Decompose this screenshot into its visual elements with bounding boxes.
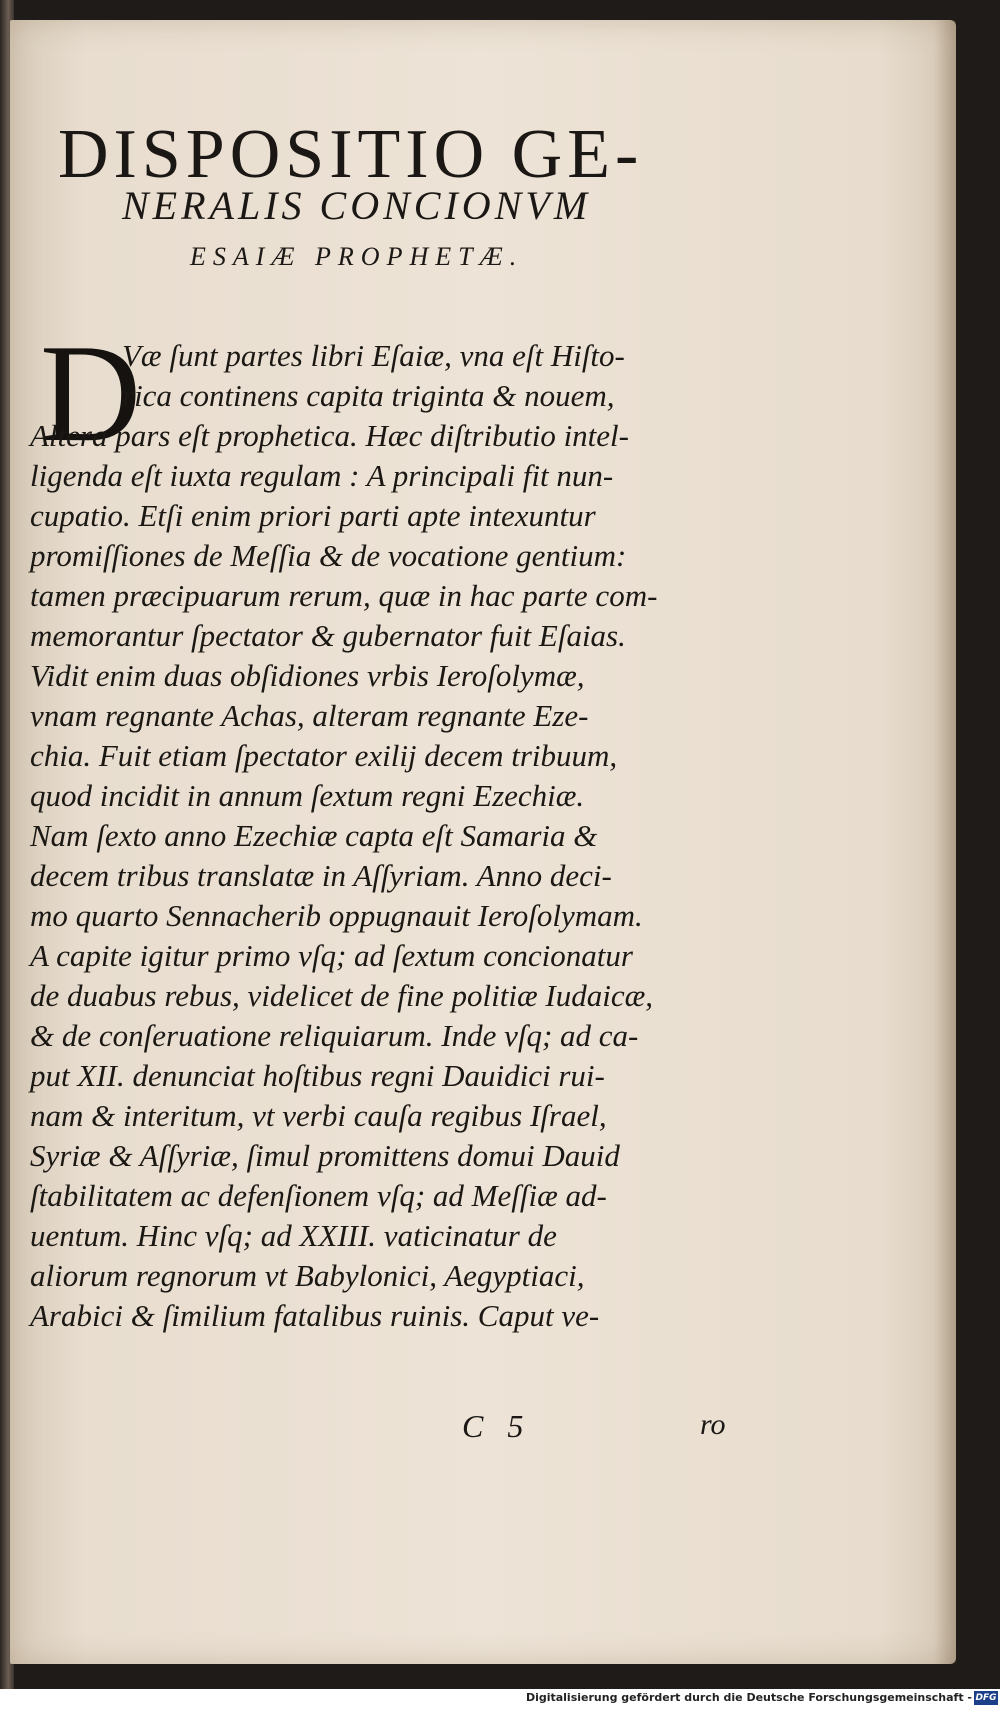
body-line: Vidit enim duas obſidiones vrbis Ieroſolymæ, — [30, 658, 585, 693]
body-line: aliorum regnorum vt Babylonici, Aegyptiaci, — [30, 1258, 585, 1293]
drop-capital: D — [40, 316, 142, 471]
body-line: uentum. Hinc vſq; ad XXIII. vaticinatur de — [30, 1218, 557, 1253]
body-line: mo quarto Sennacherib oppugnauit Ieroſolymam. — [30, 898, 643, 933]
body-line: promiſſiones de Meſſia & de vocatione gentium: — [30, 538, 627, 573]
body-line: Syriæ & Aſſyriæ, ſimul promittens domui Dauid — [30, 1138, 620, 1173]
body-line: decem tribus translatæ in Aſſyriam. Anno deci- — [30, 858, 612, 893]
body-line: tamen præcipuarum rerum, quæ in hac parte com- — [30, 578, 658, 613]
body-line: Altera pars eſt prophetica. Hæc diſtributio intel- — [30, 418, 629, 453]
body-line: nam & interitum, vt verbi cauſa regibus Iſrael, — [30, 1098, 607, 1133]
body-line: rica continens capita triginta & nouem, — [122, 378, 615, 413]
body-line: Arabici & ſimilium fatalibus ruinis. Caput ve- — [30, 1298, 600, 1333]
heading-line-3: ESAIÆ PROPHETÆ. — [190, 242, 524, 271]
body-line: A capite igitur primo vſq; ad ſextum concionatur — [30, 938, 633, 973]
heading-line-2: NERALIS CONCIONVM — [122, 183, 592, 228]
body-line: cupatio. Etſi enim priori parti apte intexuntur — [30, 498, 596, 533]
body-line: quod incidit in annum ſextum regni Ezechiæ. — [30, 778, 585, 813]
body-line: de duabus rebus, videlicet de fine politiæ Iudaicæ, — [30, 978, 654, 1013]
body-line: & de conſeruatione reliquiarum. Inde vſq; ad ca- — [30, 1018, 639, 1053]
body-line: ligenda eſt iuxta regulam : A principali fit nun- — [30, 458, 614, 493]
body-line: chia. Fuit etiam ſpectator exilij decem tribuum, — [30, 738, 618, 773]
body-line: memorantur ſpectator & gubernator fuit Eſaias. — [30, 618, 626, 653]
body-line: put XII. denunciat hoſtibus regni Dauidici rui- — [30, 1058, 605, 1093]
dfg-logo: DFG — [975, 1693, 997, 1703]
signature-mark: C 5 — [462, 1408, 532, 1444]
page-edge-shadow — [934, 20, 956, 1664]
body-line: Nam ſexto anno Ezechiæ capta eſt Samaria & — [30, 818, 598, 853]
body-line: ſtabilitatem ac defenſionem vſq; ad Meſſiæ ad- — [30, 1178, 607, 1213]
heading-line-1: DISPOSITIO GE- — [58, 116, 644, 193]
body-line: vnam regnante Achas, alteram regnante Eze- — [30, 698, 589, 733]
footer-credit: Digitalisierung gefördert durch die Deutsche Forschungsgemeinschaft - — [525, 1691, 972, 1704]
body-line: Væ ſunt partes libri Eſaiæ, vna eſt Hiſto- — [122, 338, 625, 373]
book-page — [10, 20, 956, 1664]
catchword: ro — [700, 1408, 726, 1441]
